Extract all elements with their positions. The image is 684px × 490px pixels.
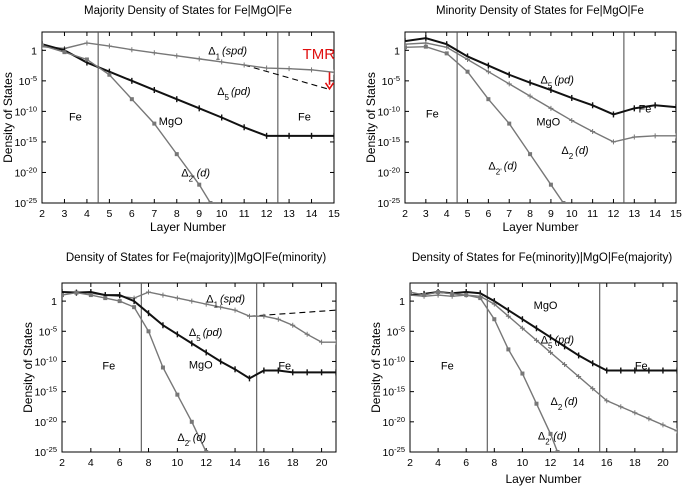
x-tick-label: 8 xyxy=(145,457,152,469)
data-point xyxy=(520,372,524,376)
data-point xyxy=(175,393,179,397)
y-tick-label: 1 xyxy=(399,296,405,309)
x-tick-label: 4 xyxy=(87,457,94,469)
region-or-series-label: Fe xyxy=(298,111,311,124)
data-point xyxy=(84,40,89,45)
region-or-series-label: Fe xyxy=(68,111,82,124)
data-point xyxy=(208,201,212,205)
y-tick-label: $10^{-10}$ xyxy=(382,353,405,369)
y-tick-label: $10^{-5}$ xyxy=(38,323,57,339)
y-tick-label: $10^{-20}$ xyxy=(382,414,405,429)
data-point xyxy=(74,291,78,295)
x-axis-label: Layer Number xyxy=(149,220,227,234)
data-point xyxy=(506,347,510,351)
region-or-series-label: MgO xyxy=(533,299,558,312)
data-point xyxy=(450,292,454,296)
x-tick-label: 18 xyxy=(628,457,641,469)
region-or-series-label: Fe xyxy=(278,360,292,373)
x-axis-label: Layer Number xyxy=(505,472,582,486)
data-point xyxy=(107,73,111,77)
region-or-series-label: Fe xyxy=(638,103,652,116)
x-tick-label: 9 xyxy=(196,208,203,220)
x-tick-label: 12 xyxy=(260,208,273,220)
x-tick-label: 12 xyxy=(544,457,557,469)
x-tick-label: 13 xyxy=(628,208,641,220)
data-point xyxy=(464,293,468,297)
data-point xyxy=(632,410,637,415)
data-point xyxy=(309,67,314,72)
data-point xyxy=(436,290,440,294)
y-tick-label: $10^{-25}$ xyxy=(14,195,37,210)
x-tick-label: 14 xyxy=(572,457,585,469)
panel-minority xyxy=(364,5,682,234)
data-point xyxy=(632,135,637,140)
data-point xyxy=(556,450,560,454)
panel-majority-to-minority xyxy=(21,252,339,469)
data-point xyxy=(197,183,201,187)
region-or-series-label: $\Delta_5$ (pd) xyxy=(217,85,251,102)
x-tick-label: 8 xyxy=(491,457,498,469)
y-tick-label: 1 xyxy=(31,45,37,58)
x-tick-label: 14 xyxy=(649,208,661,220)
region-or-series-label: MgO xyxy=(158,115,183,128)
x-tick-label: 16 xyxy=(258,457,270,469)
series-line-2 xyxy=(62,293,206,452)
x-tick-label: 6 xyxy=(116,457,123,469)
x-tick-label: 6 xyxy=(128,208,135,220)
y-tick-label: $10^{-10}$ xyxy=(14,103,37,119)
data-point xyxy=(528,152,532,156)
data-point xyxy=(130,97,134,101)
data-point xyxy=(160,293,165,298)
data-point xyxy=(60,293,64,297)
data-point xyxy=(660,422,665,427)
y-tick-label: $10^{-5}$ xyxy=(381,73,400,88)
data-point xyxy=(147,329,151,333)
chart-title: Minority Density of States for Fe|MgO|Fe xyxy=(436,5,644,17)
data-point xyxy=(534,402,538,406)
data-point xyxy=(118,299,122,303)
x-tick-label: 14 xyxy=(229,457,241,469)
y-axis-label: Density of States xyxy=(21,322,35,413)
region-or-series-label: $\Delta_{2'}$ (d) xyxy=(181,167,211,184)
data-point xyxy=(611,139,616,144)
x-tick-label: 11 xyxy=(238,208,250,220)
data-point xyxy=(466,70,470,74)
data-point xyxy=(507,122,511,126)
y-tick-label: $10^{-10}$ xyxy=(34,353,57,369)
data-point xyxy=(319,340,324,345)
x-tick-label: 7 xyxy=(506,208,513,220)
y-tick-label: $10^{-25}$ xyxy=(34,444,57,459)
x-tick-label: 9 xyxy=(548,208,554,220)
y-tick-label: $10^{-5}$ xyxy=(386,323,405,339)
data-point xyxy=(197,56,202,61)
x-tick-label: 2 xyxy=(407,457,413,469)
data-point xyxy=(646,416,651,421)
data-point xyxy=(424,45,428,49)
x-tick-label: 5 xyxy=(106,208,113,220)
data-point xyxy=(549,432,553,436)
data-point xyxy=(492,317,496,321)
x-tick-label: 15 xyxy=(328,208,340,220)
data-point xyxy=(445,51,449,55)
region-or-series-label: MgO xyxy=(188,359,213,372)
y-tick-label: $10^{-25}$ xyxy=(377,195,400,210)
data-point xyxy=(561,201,565,205)
x-tick-label: 8 xyxy=(527,208,533,220)
region-or-series-label: MgO xyxy=(536,116,561,129)
x-tick-label: 2 xyxy=(402,208,408,220)
data-point xyxy=(146,290,151,295)
data-point xyxy=(107,44,112,49)
y-tick-label: $10^{-5}$ xyxy=(18,73,37,88)
x-tick-label: 16 xyxy=(600,457,613,469)
data-point xyxy=(132,305,136,309)
region-or-series-label: $\Delta_1$ (spd) xyxy=(206,293,246,309)
data-point xyxy=(287,66,292,71)
x-tick-label: 2 xyxy=(39,208,45,220)
y-tick-label: $10^{-20}$ xyxy=(14,164,37,180)
data-point xyxy=(175,152,179,156)
y-tick-label: $10^{-15}$ xyxy=(382,384,405,399)
x-tick-label: 12 xyxy=(200,457,213,469)
y-tick-label: 1 xyxy=(51,296,57,309)
region-or-series-label: $\Delta_5$ (pd) xyxy=(540,334,575,350)
data-point xyxy=(675,428,680,433)
region-or-series-label: $\Delta_1$ (spd) xyxy=(208,45,248,62)
data-point xyxy=(190,420,194,424)
data-point xyxy=(618,404,623,409)
y-tick-label: $10^{-15}$ xyxy=(377,134,400,149)
x-tick-label: 10 xyxy=(171,457,184,469)
region-or-series-label: $\Delta_{2'}$ (d) xyxy=(537,430,567,446)
data-point xyxy=(175,296,180,301)
data-point xyxy=(264,66,269,71)
chart-title: Majority Density of States for Fe|MgO|Fe xyxy=(84,5,292,17)
x-tick-label: 4 xyxy=(84,208,90,220)
tmr-label: TMR xyxy=(302,45,336,63)
x-tick-label: 15 xyxy=(670,208,682,220)
x-tick-label: 7 xyxy=(151,208,158,220)
data-point xyxy=(478,296,482,300)
data-point xyxy=(174,53,179,58)
x-tick-label: 14 xyxy=(305,208,318,220)
data-point xyxy=(40,43,44,47)
data-point xyxy=(261,314,266,319)
data-point xyxy=(247,314,252,319)
y-tick-label: $10^{-25}$ xyxy=(382,444,405,459)
region-or-series-label: Fe xyxy=(440,360,454,373)
y-tick-label: $10^{-20}$ xyxy=(377,164,400,180)
data-point xyxy=(332,70,337,75)
data-point xyxy=(152,122,156,126)
x-tick-label: 3 xyxy=(422,208,429,220)
data-point xyxy=(218,305,223,310)
y-axis-label: Density of States xyxy=(369,322,383,413)
x-tick-label: 8 xyxy=(173,208,180,220)
data-point xyxy=(276,317,281,322)
data-point xyxy=(549,183,553,187)
data-point xyxy=(204,450,208,454)
data-point xyxy=(653,133,658,138)
y-tick-label: $10^{-15}$ xyxy=(14,134,37,149)
x-tick-label: 10 xyxy=(565,208,578,220)
data-point xyxy=(161,366,165,370)
region-or-series-label: Fe xyxy=(634,360,648,373)
y-tick-label: $10^{-15}$ xyxy=(34,384,57,399)
panel-minority-to-majority xyxy=(369,252,680,486)
data-point xyxy=(103,296,107,300)
y-axis-label: Density of States xyxy=(364,72,378,163)
data-point xyxy=(89,293,93,297)
region-or-series-label: Fe xyxy=(102,360,116,373)
x-tick-label: 20 xyxy=(657,457,669,469)
region-or-series-label: Fe xyxy=(425,108,439,121)
region-or-series-label: $\Delta_2$ (d) xyxy=(550,395,578,412)
x-tick-label: 6 xyxy=(463,457,470,469)
x-tick-label: 4 xyxy=(443,208,450,220)
data-point xyxy=(242,62,247,67)
data-point xyxy=(189,299,194,304)
region-or-series-label: $\Delta_5$ (pd) xyxy=(188,327,223,343)
x-tick-label: 10 xyxy=(516,457,529,469)
panel-majority xyxy=(1,5,340,234)
data-point xyxy=(403,45,407,49)
x-tick-label: 13 xyxy=(283,208,295,220)
x-tick-label: 5 xyxy=(464,208,471,220)
chart-title: Density of States for Fe(minority)|MgO|Fe(majority) xyxy=(411,252,673,264)
y-tick-label: 1 xyxy=(394,45,400,58)
x-tick-label: 12 xyxy=(607,208,620,220)
data-point xyxy=(233,308,238,313)
chart-title: Density of States for Fe(majority)|MgO|Fe(minority) xyxy=(65,252,327,264)
reference-dashed-line xyxy=(249,310,336,316)
data-point xyxy=(85,57,89,61)
x-axis-label: Layer Number xyxy=(502,220,579,234)
x-tick-label: 4 xyxy=(435,457,442,469)
data-point xyxy=(486,97,490,101)
series-line-2 xyxy=(410,292,558,452)
y-axis-label: Density of States xyxy=(1,72,15,163)
data-point xyxy=(152,50,157,55)
x-tick-label: 20 xyxy=(315,457,328,469)
x-tick-label: 2 xyxy=(59,457,65,469)
region-or-series-label: $\Delta_{2'}$ (d) xyxy=(177,432,207,448)
data-point xyxy=(129,47,134,52)
data-point xyxy=(590,129,595,134)
data-point xyxy=(62,50,66,54)
region-or-series-label: $\Delta_{2'}$ (d) xyxy=(488,160,518,176)
x-tick-label: 11 xyxy=(587,208,599,220)
region-or-series-label: $\Delta_2$ (d) xyxy=(561,145,589,161)
x-tick-label: 6 xyxy=(485,208,492,220)
x-tick-label: 3 xyxy=(61,208,68,220)
data-point xyxy=(674,133,679,138)
region-or-series-label: $\Delta_5$ (pd) xyxy=(540,74,574,90)
y-tick-label: $10^{-10}$ xyxy=(377,103,400,119)
data-point xyxy=(334,340,339,345)
data-point xyxy=(422,293,426,297)
data-point xyxy=(408,290,412,294)
y-tick-label: $10^{-20}$ xyxy=(34,414,57,429)
x-tick-label: 10 xyxy=(215,208,228,220)
x-tick-label: 18 xyxy=(286,457,299,469)
